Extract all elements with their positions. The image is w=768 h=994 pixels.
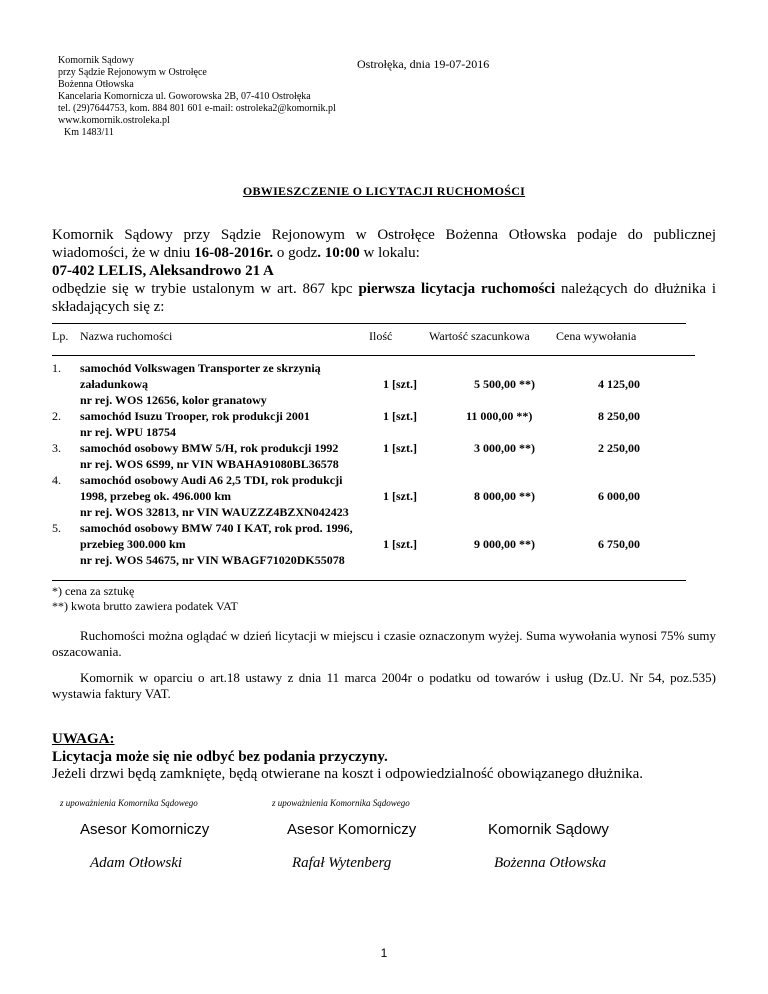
row-lp: 1.: [52, 361, 61, 375]
item-price: 6 750,00: [598, 537, 640, 551]
item-price: 8 250,00: [598, 409, 640, 423]
item-qty: 1 [szt.]: [383, 537, 417, 551]
auction-type: pierwsza licytacja ruchomości: [358, 281, 556, 297]
intro-line: [52, 262, 716, 280]
item-description: nr rej. WOS 54675, nr VIN WBAGF71020DK55078: [80, 553, 345, 567]
intro-line: składających się z:: [52, 299, 165, 315]
sender-block: [58, 55, 336, 139]
item-price: 2 250,00: [598, 441, 640, 455]
item-value: 3 000,00 **): [474, 441, 535, 455]
item-value: 9 000,00 **): [474, 537, 535, 551]
signature-role: Asesor Komorniczy: [287, 821, 417, 838]
item-description: 1998, przebeg ok. 496.000 km: [80, 489, 231, 503]
item-description: przebieg 300.000 km: [80, 537, 186, 551]
signer-name: Adam Otłowski: [90, 855, 183, 871]
sender-line: Bożenna Otłowska: [58, 79, 134, 90]
place-date: Ostrołęka, dnia 19-07-2016: [357, 57, 490, 71]
table-rule-header: [52, 355, 695, 356]
item-price: 6 000,00: [598, 489, 640, 503]
document-title: OBWIESZCZENIE O LICYTACJI RUCHOMOŚCI: [242, 184, 526, 198]
intro-text: odbędzie się w trybie ustalonym w art. 867 kpc: [52, 281, 359, 297]
signature-authority: z upoważnienia Komornika Sądowego: [272, 798, 410, 808]
item-value: 5 500,00 **): [474, 377, 535, 391]
item-description: samochód Volkswagen Transporter ze skrzynią: [80, 361, 321, 375]
sender-line: przy Sądzie Rejonowym w Ostrołęce: [58, 67, 207, 78]
signature-role: Komornik Sądowy: [488, 821, 609, 838]
item-qty: 1 [szt.]: [383, 409, 417, 423]
page-number: 1: [380, 946, 388, 960]
item-qty: 1 [szt.]: [383, 441, 417, 455]
case-number: Km 1483/11: [64, 127, 114, 138]
intro-text: w lokalu:: [359, 245, 420, 261]
header-qty: Ilość: [369, 329, 393, 343]
signer-name: Bożenna Otłowska: [494, 855, 607, 871]
footnote: *) cena za sztukę: [52, 584, 135, 598]
auction-location: 07-402 LELIS: [52, 263, 143, 279]
row-lp: 5.: [52, 521, 61, 535]
intro-paragraph: [52, 226, 716, 316]
vat-paragraph: Komornik w oparciu o art.18 ustawy z dnia 11 marca 2004r o podatku od towarów i usług (Dz.U. Nr 54, poz.535) wystawia faktury VAT.: [52, 670, 716, 701]
item-price: 4 125,00: [598, 377, 640, 391]
header-value: Wartość szacunkowa: [429, 329, 530, 343]
item-description: samochód osobowy BMW 5/H, rok produkcji 1992: [80, 441, 339, 455]
header-price: Cena wywołania: [556, 329, 637, 343]
signature-authority: z upoważnienia Komornika Sądowego: [60, 798, 198, 808]
intro-text: o godz: [273, 245, 318, 261]
row-lp: 2.: [52, 409, 61, 423]
item-value: 8 000,00 **): [474, 489, 535, 503]
row-lp: 3.: [52, 441, 61, 455]
item-description: załadunkową: [80, 377, 149, 391]
notice-heading: UWAGA:: [52, 731, 115, 747]
header-name: Nazwa ruchomości: [80, 329, 173, 343]
item-description: nr rej. WOS 12656, kolor granatowy: [80, 393, 267, 407]
signer-name: Rafał Wytenberg: [292, 855, 392, 871]
sender-line: Komornik Sądowy: [58, 55, 134, 66]
table-rule-bottom: [52, 580, 686, 581]
intro-text: należących do dłużnika i: [555, 281, 717, 297]
intro-line: Komornik Sądowy przy Sądzie Rejonowym w Ostrołęce Bożenna Otłowska podaje do publicznej: [52, 227, 716, 243]
table-rule-top: [52, 323, 686, 324]
item-value: 11 000,00 **): [466, 409, 533, 423]
item-description: nr rej. WOS 32813, nr VIN WAUZZZ4BZXN042423: [80, 505, 349, 519]
intro-line: [52, 280, 716, 298]
item-qty: 1 [szt.]: [383, 489, 417, 503]
row-lp: 4.: [52, 473, 61, 487]
item-description: nr rej. WOS 6S99, nr VIN WBAHA91080BL36578: [80, 457, 339, 471]
auction-time: . 10:00: [317, 245, 360, 261]
intro-line: [52, 244, 716, 262]
sender-line: tel. (29)7644753, kom. 884 801 601 e-mail: ostroleka2@komornik.pl: [58, 103, 336, 114]
intro-text: wiadomości, że w dniu: [52, 245, 195, 261]
auction-location-address: , Aleksandrowo 21 A: [142, 263, 274, 279]
notice-line: Jeżeli drzwi będą zamknięte, będą otwierane na koszt i odpowiedzialność obowiązanego dłużnika.: [52, 766, 644, 782]
footnote: **) kwota brutto zawiera podatek VAT: [52, 599, 238, 613]
header-lp: Lp.: [52, 329, 69, 343]
sender-line: Kancelaria Komornicza ul. Goworowska 2B, 07-410 Ostrołęka: [58, 91, 311, 102]
notice-line: Licytacja może się nie odbyć bez podania przyczyny.: [52, 749, 388, 765]
item-description: samochód osobowy BMW 740 I KAT, rok prod. 1996,: [80, 521, 353, 535]
item-description: nr rej. WPU 18754: [80, 425, 176, 439]
item-description: samochód Isuzu Trooper, rok produkcji 2001: [80, 409, 310, 423]
auction-date: 16-08-2016r.: [194, 245, 274, 261]
item-description: samochód osobowy Audi A6 2,5 TDI, rok produkcji: [80, 473, 343, 487]
sender-line: www.komornik.ostroleka.pl: [58, 115, 170, 126]
viewing-paragraph: Ruchomości można oglądać w dzień licytacji w miejscu i czasie oznaczonym wyżej. Suma wywołania wynosi 75% sumy oszacowania.: [52, 628, 716, 659]
item-qty: 1 [szt.]: [383, 377, 417, 391]
signature-role: Asesor Komorniczy: [80, 821, 210, 838]
